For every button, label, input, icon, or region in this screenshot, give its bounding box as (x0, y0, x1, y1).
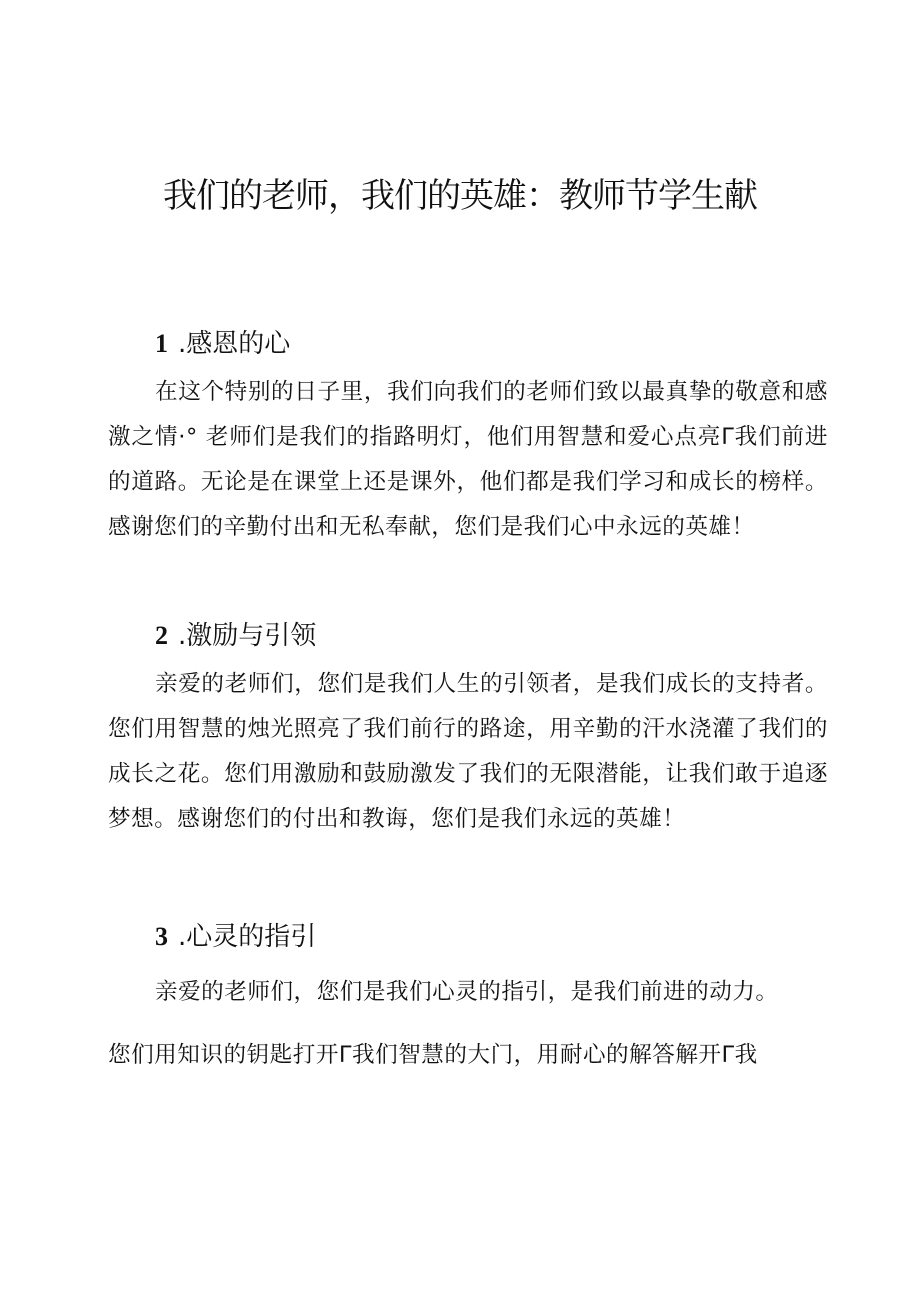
section-3-heading (155, 917, 316, 957)
section-1-paragraph: 在这个特别的日子里，我们向我们的老师们致以最真挚的敬意和感激之情·° 老师们是我们的指路明灯，他们用智慧和爱心点亮Γ我们前进的道路。无论是在课堂上还是课外，他们都是我们学习和成长的榜样。感谢您们的辛勤付出和无私奉献，您们是我们心中永远的英雄！ (108, 379, 828, 540)
section-3-paragraph: 亲爱的老师们，您们是我们心灵的指引，是我们前进的动力。 (155, 979, 779, 1005)
section-3-number: 3 (155, 922, 168, 951)
section-1-number: 1 (155, 329, 168, 358)
section-2-paragraph: 亲爱的老师们，您们是我们人生的引领者，是我们成长的支持者。您们用智慧的烛光照亮了我们前行的路途，用辛勤的汗水浇灌了我们的成长之花。您们用激励和鼓励激发了我们的无限潜能，让我们敢于追逐梦想。感谢您们的付出和教诲，您们是我们永远的英雄！ (108, 671, 828, 832)
section-1-title: .感恩的心 (178, 329, 291, 359)
section-2-heading (155, 616, 316, 656)
section-3-paragraph-continued: 您们用知识的钥匙打开Γ我们智慧的大门，用耐心的解答解开Γ我 (108, 1042, 758, 1068)
section-1-heading (155, 324, 290, 364)
section-3-title: .心灵的指引 (178, 922, 317, 952)
section-2-number: 2 (155, 621, 168, 650)
document-title: 我们的老师，我们的英雄：教师节学生献 (163, 176, 757, 216)
section-2-title: .激励与引领 (178, 621, 317, 651)
